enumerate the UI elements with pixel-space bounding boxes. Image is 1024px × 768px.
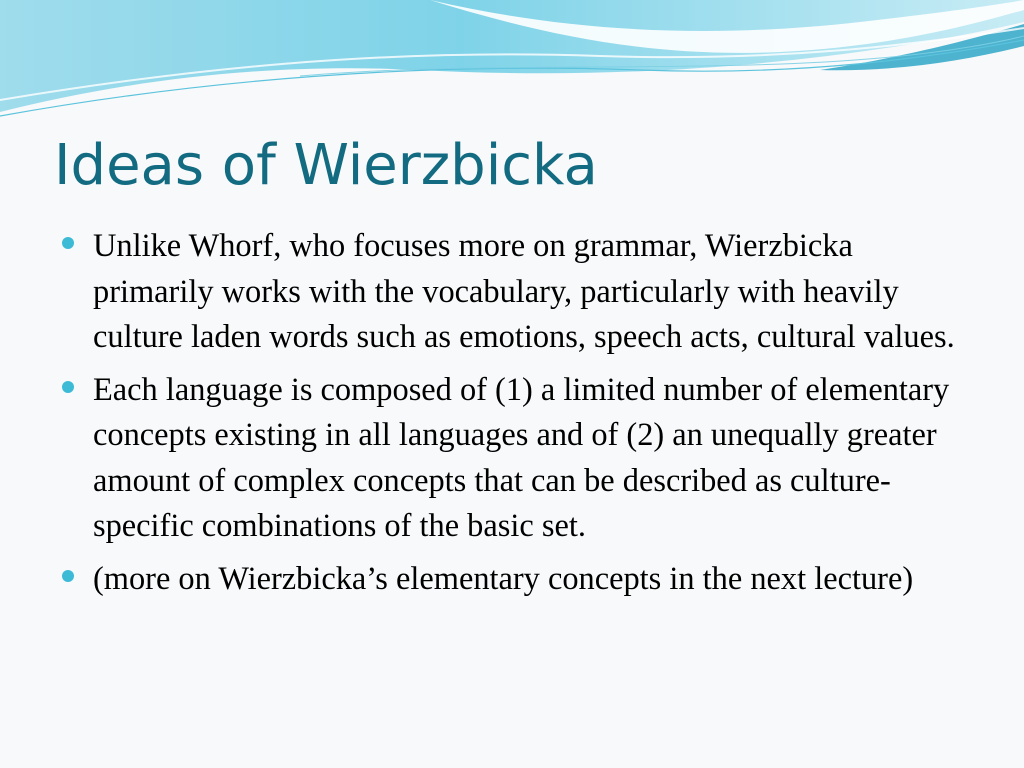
filled-circle-bullet-icon (62, 381, 74, 393)
bullet-item (62, 224, 962, 361)
bullet-text: Each language is composed of (1) a limited number of elementary concepts existing in all languages and of (2) an unequally greater amount of complex concepts that can be described as culture-specific combinations of the basic set. (93, 371, 950, 544)
slide-title: Ideas of Wierzbicka (54, 133, 598, 198)
bullet-list (62, 224, 962, 609)
bullet-text: (more on Wierzbicka’s elementary concepts in the next lecture) (93, 560, 914, 597)
bullet-text: Unlike Whorf, who focuses more on grammar, Wierzbicka primarily works with the vocabulary, particularly with heavily culture laden words such as emotions, speech acts, cultural values. (93, 228, 955, 355)
filled-circle-bullet-icon (62, 237, 74, 249)
wave-decoration (0, 0, 1024, 130)
bullet-item (62, 368, 962, 550)
filled-circle-bullet-icon (62, 570, 74, 582)
bullet-item (62, 557, 962, 603)
